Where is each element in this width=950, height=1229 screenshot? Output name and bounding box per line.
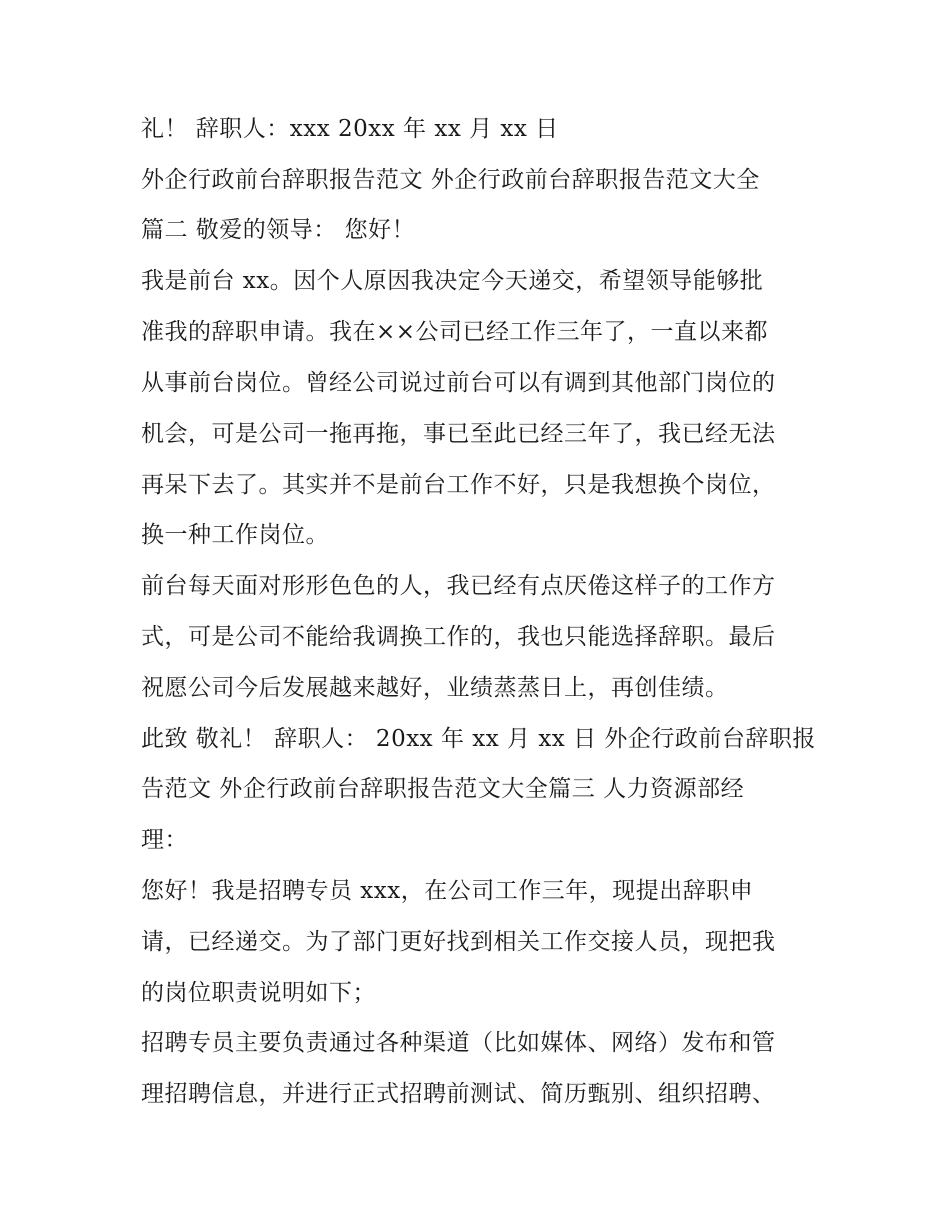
text-line: 此致 敬礼！ 辞职人： 20xx 年 xx 月 xx 日 外企行政前台辞职报 — [141, 726, 816, 752]
text-line: 再呆下去了。其实并不是前台工作不好，只是我想换个岗位， — [141, 472, 776, 498]
text-line: 外企行政前台辞职报告范文 外企行政前台辞职报告范文大全 — [141, 167, 760, 193]
text-line: 换一种工作岗位。 — [141, 522, 329, 548]
text-line: 请，已经递交。为了部门更好找到相关工作交接人员，现把我 — [141, 929, 776, 955]
text-line: 理招聘信息，并进行正式招聘前测试、简历甄别、组织招聘、 — [141, 1081, 776, 1107]
text-line: 从事前台岗位。曾经公司说过前台可以有调到其他部门岗位的 — [141, 370, 776, 396]
text-line: 告范文 外企行政前台辞职报告范文大全篇三 人力资源部经 — [141, 776, 745, 802]
text-line: 我是前台 xx。因个人原因我决定今天递交，希望领导能够批 — [141, 268, 764, 294]
text-line: 祝愿公司今后发展越来越好，业绩蒸蒸日上，再创佳绩。 — [141, 675, 729, 701]
text-line: 您好！我是招聘专员 xxx，在公司工作三年，现提出辞职申 — [141, 878, 754, 904]
text-line: 前台每天面对形形色色的人，我已经有点厌倦这样子的工作方 — [141, 573, 776, 599]
text-line: 礼！ 辞职人：xxx 20xx 年 xx 月 xx 日 — [141, 116, 559, 142]
text-line: 的岗位职责说明如下； — [141, 980, 376, 1006]
text-line: 招聘专员主要负责通过各种渠道（比如媒体、网络）发布和管 — [141, 1030, 776, 1056]
text-line: 准我的辞职申请。我在××公司已经工作三年了，一直以来都 — [141, 319, 769, 345]
text-line: 理： — [141, 827, 188, 853]
text-line: 篇二 敬爱的领导： 您好！ — [141, 217, 416, 243]
text-line: 式，可是公司不能给我调换工作的，我也只能选择辞职。最后 — [141, 624, 776, 650]
text-line: 机会，可是公司一拖再拖，事已至此已经三年了，我已经无法 — [141, 421, 776, 447]
